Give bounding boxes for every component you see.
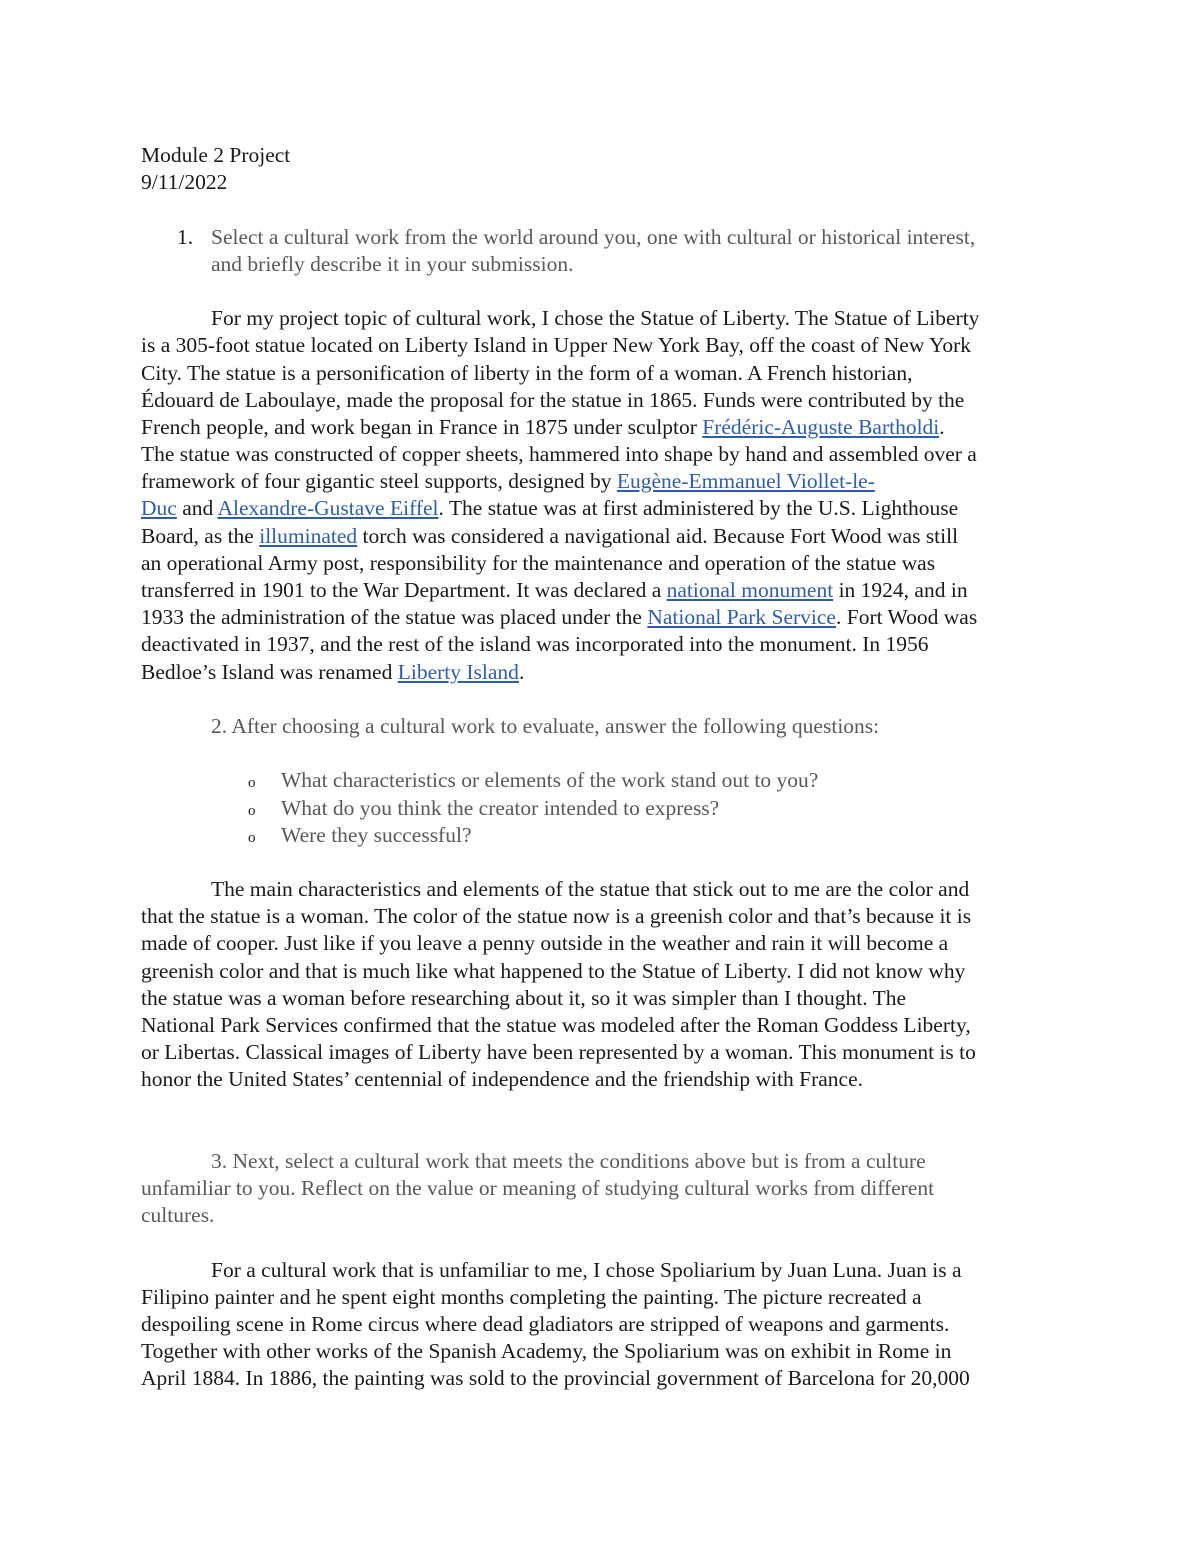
hyperlink[interactable]: illuminated (259, 523, 358, 548)
hyperlink[interactable]: Eugène-Emmanuel Viollet-le- (616, 469, 875, 494)
paragraph-line (141, 332, 1071, 359)
hyperlink[interactable]: National Park Service (647, 605, 836, 630)
text-run: or Libertas. Classical images of Liberty have been represented by a woman. This monument is to (141, 1040, 976, 1065)
answer-paragraph (141, 305, 1071, 686)
paragraph-line (141, 631, 1071, 658)
text-run: deactivated in 1937, and the rest of the island was incorporated into the monument. In 1956 (141, 632, 929, 657)
hyperlink[interactable]: national monument (666, 578, 834, 602)
question-bullet-list (141, 767, 1071, 849)
hyperlink[interactable]: Liberty Island (397, 659, 519, 684)
document-body (141, 196, 1071, 1392)
bullet-text: Were they successful? (281, 822, 472, 847)
text-run: the statue was a woman before researching about it, so it was simpler than I thought. The (141, 985, 907, 1010)
question-text: Select a cultural work from the world around you, one with cultural or historical interest, (211, 224, 976, 249)
bullet-icon: o (248, 802, 256, 819)
question-2 (141, 713, 1071, 740)
bullet-text: What characteristics or elements of the work stand out to you? (281, 768, 819, 793)
text-run: City. The statue is a personification of liberty in the form of a woman. A French historian, (141, 360, 913, 385)
text-run: framework of four gigantic steel supports, designed by (141, 469, 617, 494)
bullet-item (141, 822, 1071, 849)
question-1 (141, 224, 1071, 278)
paragraph-line (141, 1066, 1071, 1093)
bullet-item (141, 767, 1071, 794)
hyperlink[interactable]: Alexandre-Gustave Eiffel (217, 496, 439, 521)
text-run: greenish color and that is much like what happened to the Statue of Liberty. I did not know why (141, 958, 966, 983)
paragraph-line (141, 876, 1071, 903)
paragraph-line (141, 441, 1071, 468)
text-run: . (518, 659, 525, 684)
bullet-icon: o (248, 829, 256, 846)
paragraph-line (141, 305, 1071, 332)
bullet-item (141, 795, 1071, 822)
paragraph-line (141, 550, 1071, 577)
paragraph-line (141, 387, 1071, 414)
document-title: Module 2 Project (141, 143, 291, 167)
paragraph-line (141, 577, 1071, 604)
text-run: transferred in 1901 to the War Department. It was declared a (141, 578, 667, 602)
text-run: National Park Services confirmed that the statue was modeled after the Roman Goddess Liberty, (141, 1013, 971, 1037)
paragraph-line (141, 360, 1071, 387)
paragraph-line (141, 1311, 1071, 1338)
text-run: honor the United States’ centennial of independence and the friendship with France. (141, 1067, 864, 1092)
blank-line (141, 849, 1071, 876)
text-run: is a 305-foot statue located on Liberty Island in Upper New York Bay, off the coast of New York (141, 333, 971, 358)
paragraph-line (141, 1284, 1071, 1311)
question-line: unfamiliar to you. Reflect on the value or meaning of studying cultural works from different (141, 1176, 935, 1201)
bullet-icon: o (248, 775, 256, 792)
text-run: 1933 the administration of the statue was placed under the (141, 605, 648, 630)
list-number: 1. (177, 224, 194, 249)
paragraph-line (141, 903, 1071, 930)
text-run: . The statue was at first administered by the U.S. Lighthouse (438, 496, 959, 521)
text-run: torch was considered a navigational aid. Because Fort Wood was still (357, 523, 959, 548)
question-3 (141, 1148, 1071, 1230)
text-run: Together with other works of the Spanish Academy, the Spoliarium was on exhibit in Rome in (141, 1339, 952, 1364)
paragraph-line (141, 1012, 1071, 1039)
paragraph-line (141, 930, 1071, 957)
text-run: French people, and work began in France in 1875 under sculptor (141, 414, 703, 439)
text-run: in 1924, and in (833, 578, 968, 602)
hyperlink[interactable]: Frédéric-Auguste Bartholdi (702, 414, 940, 439)
text-run: and (176, 496, 218, 521)
text-run: Bedloe’s Island was renamed (141, 659, 398, 684)
text-run: The main characteristics and elements of the statue that stick out to me are the color and (211, 877, 970, 902)
text-run: Board, as the (141, 523, 260, 548)
question-line: 3. Next, select a cultural work that meets the conditions above but is from a culture (211, 1148, 926, 1173)
blank-line (141, 1230, 1071, 1257)
document-page (141, 142, 1071, 1393)
document-date: 9/11/2022 (141, 170, 228, 195)
question-line: cultures. (141, 1203, 215, 1228)
text-run: April 1884. In 1886, the painting was sold to the provincial government of Barcelona for 20,000 (141, 1366, 970, 1391)
paragraph-line (141, 495, 1071, 522)
answer-paragraph (141, 876, 1071, 1094)
blank-line (141, 740, 1071, 767)
blank-line (141, 196, 1071, 223)
paragraph-line (141, 604, 1071, 631)
text-run: For my project topic of cultural work, I chose the Statue of Liberty. The Statue of Liberty (211, 306, 980, 331)
paragraph-line (141, 1039, 1071, 1066)
blank-line (141, 1094, 1071, 1148)
question-line (141, 251, 1071, 278)
hyperlink[interactable]: Duc (141, 496, 177, 521)
text-run: . (939, 414, 945, 439)
paragraph-line (141, 414, 1071, 441)
text-run: . Fort Wood was (835, 605, 978, 630)
question-line: 2. After choosing a cultural work to evaluate, answer the following questions: (211, 713, 880, 738)
text-run: despoiling scene in Rome circus where dead gladiators are stripped of weapons and garments. (141, 1312, 950, 1337)
text-run: The statue was constructed of copper sheets, hammered into shape by hand and assembled over a (141, 442, 977, 467)
paragraph-line (141, 659, 1071, 686)
text-run: For a cultural work that is unfamiliar to me, I chose Spoliarium by Juan Luna. Juan is a (211, 1257, 962, 1282)
paragraph-line (141, 985, 1071, 1012)
blank-line (141, 278, 1071, 305)
answer-paragraph (141, 1257, 1071, 1393)
paragraph-line (141, 1338, 1071, 1365)
text-run: Édouard de Laboulaye, made the proposal for the statue in 1865. Funds were contributed by the (141, 387, 965, 412)
text-run: made of cooper. Just like if you leave a penny outside in the weather and rain it will become a (141, 931, 949, 956)
paragraph-line (141, 1257, 1071, 1284)
question-line (141, 224, 1071, 251)
blank-line (141, 686, 1071, 713)
bullet-text: What do you think the creator intended to express? (281, 795, 720, 820)
paragraph-line (141, 1365, 1071, 1392)
question-text: and briefly describe it in your submission. (211, 251, 574, 276)
paragraph-line (141, 523, 1071, 550)
text-run: Filipino painter and he spent eight months completing the painting. The picture recreated a (141, 1284, 922, 1309)
text-run: that the statue is a woman. The color of the statue now is a greenish color and that’s because it is (141, 904, 972, 929)
paragraph-line (141, 958, 1071, 985)
text-run: an operational Army post, responsibility for the maintenance and operation of the statue was (141, 550, 936, 575)
paragraph-line (141, 468, 1071, 495)
